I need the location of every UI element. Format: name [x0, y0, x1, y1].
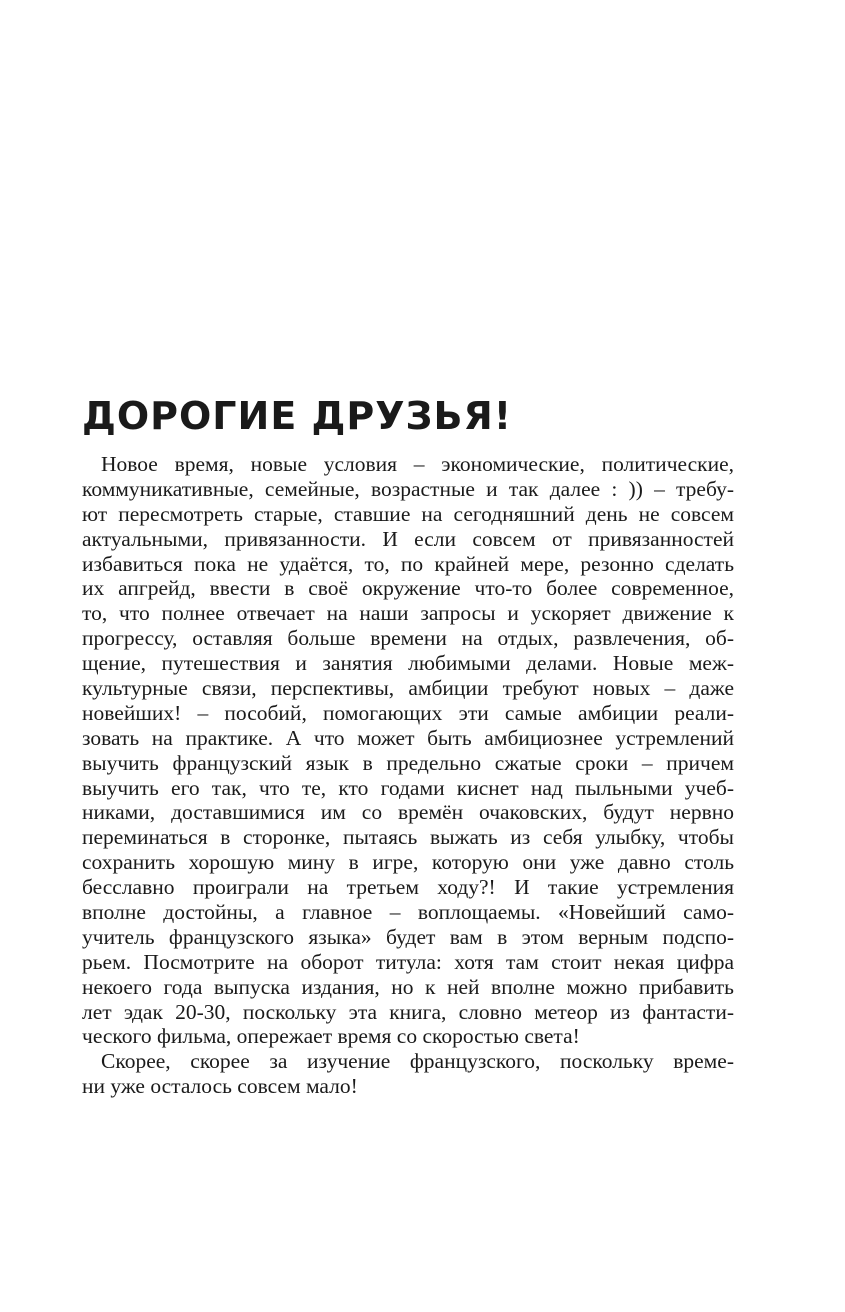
paragraph-line: вполне достойны, а главное – воплощаемы. «Новейший само- — [82, 900, 734, 925]
paragraph-line: выучить его так, что те, кто годами киснет над пыльными учеб- — [82, 775, 734, 800]
paragraph-line: актуальными, привязанности. И если совсем от привязанностей — [82, 526, 734, 551]
paragraph-1 — [82, 452, 734, 1049]
paragraph-line: ют пересмотреть старые, ставшие на сегодняшний день не совсем — [82, 501, 734, 526]
paragraph-line: лет эдак 20-30, поскольку эта книга, словно метеор из фантасти- — [82, 999, 734, 1024]
paragraph-line: избавиться пока не удаётся, то, по крайней мере, резонно сделать — [82, 551, 734, 576]
paragraph-line: выучить французский язык в предельно сжатые сроки – причем — [82, 750, 734, 775]
paragraph-line: ческого фильма, опережает время со скоростью света! — [82, 1024, 580, 1049]
body-text — [82, 452, 734, 1099]
paragraph-line: ни уже осталось совсем мало! — [82, 1074, 358, 1099]
paragraph-line: сохранить хорошую мину в игре, которую они уже давно столь — [82, 850, 734, 875]
paragraph-line: щение, путешествия и занятия любимыми делами. Новые меж- — [82, 651, 734, 676]
paragraph-line: зовать на практике. А что может быть амбициознее устремлений — [82, 725, 734, 750]
paragraph-line: их апгрейд, ввести в своё окружение что-то более современное, — [82, 576, 734, 601]
paragraph-line: новейших! – пособий, помогающих эти самые амбиции реали- — [82, 700, 734, 725]
paragraph-line: культурные связи, перспективы, амбиции требуют новых – даже — [82, 676, 734, 701]
paragraph-line: переминаться в сторонке, пытаясь выжать из себя улыбку, чтобы — [82, 825, 734, 850]
paragraph-line: коммуникативные, семейные, возрастные и так далее : )) – требу- — [82, 476, 734, 501]
paragraph-line: прогрессу, оставляя больше времени на отдых, развлечения, об- — [82, 626, 734, 651]
paragraph-line: Скорее, скорее за изучение французского, поскольку време- — [101, 1049, 734, 1074]
paragraph-line: некоего года выпуска издания, но к ней вполне можно прибавить — [82, 974, 734, 999]
paragraph-2 — [82, 1049, 734, 1099]
paragraph-line: то, что полнее отвечает на наши запросы и ускоряет движение к — [82, 601, 734, 626]
paragraph-line: Новое время, новые условия – экономические, политические, — [101, 452, 734, 476]
paragraph-line: учитель французского языка» будет вам в этом верным подспо- — [82, 924, 734, 949]
page-heading: ДОРОГИЕ ДРУЗЬЯ! — [82, 394, 513, 438]
paragraph-line: никами, доставшимися им со времён очаковских, будут нервно — [82, 800, 734, 825]
paragraph-line: бесславно проиграли на третьем ходу?! И такие устремления — [82, 875, 734, 900]
paragraph-line: рьем. Посмотрите на оборот титула: хотя там стоит некая цифра — [82, 949, 734, 974]
